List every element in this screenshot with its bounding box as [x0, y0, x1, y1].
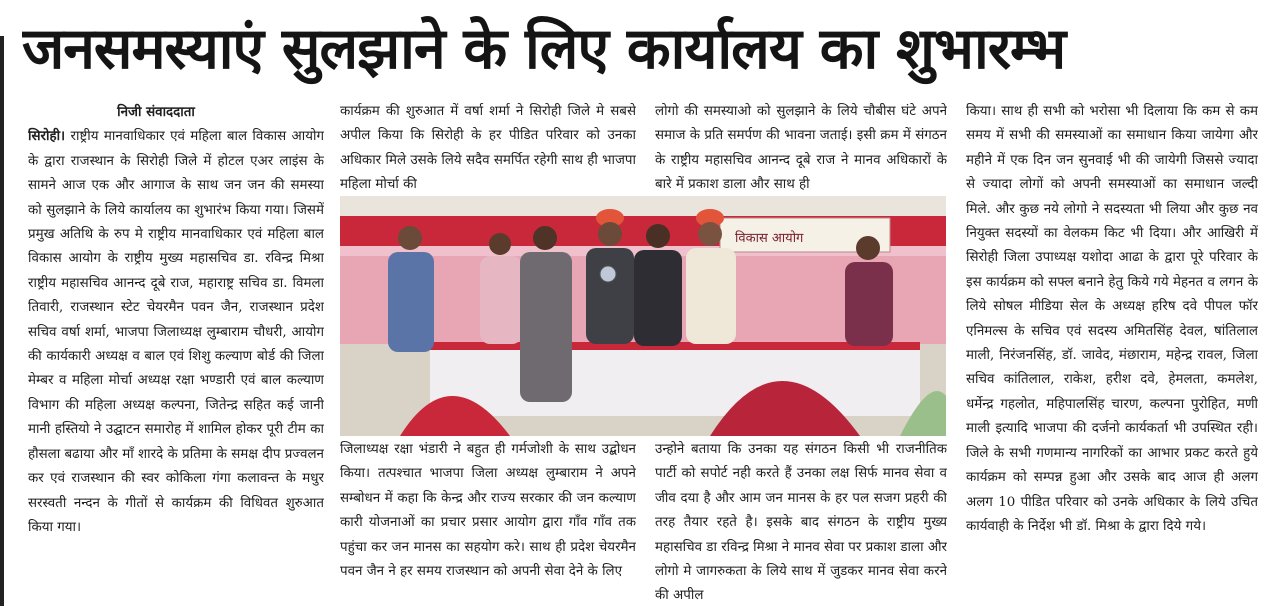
byline: निजी संवाददाता: [117, 104, 195, 120]
dateline: सिरोही।: [28, 128, 66, 145]
column-3-top-text: लोगो की समस्याओ को सुलझाने के लिये चौबीस घंटे अपने समाज के प्रति समर्पण की भावना जताई। इसी क्रम में संगठन के राष्ट्रीय महासचिव आनन्द दूबे राज ने मानव अधिकारों के बारे में प्रकाश डाला और साथ ही: [655, 104, 947, 193]
photo-banner-text: विकास आयोग: [735, 231, 804, 246]
article-column-3-top: [655, 100, 947, 196]
headline: जनसमस्याएं सुलझाने के लिए कार्यालय का शुभारम्भ: [22, 16, 1066, 82]
clipping-edge-rule: [0, 36, 4, 606]
column-2-bottom-text: जिलाध्यक्ष रक्षा भंडारी ने बहुत ही गर्मजोशी के साथ उद्बोधन किया। तत्पश्चात भाजपा जिला अध्यक्ष लुम्बाराम ने अपने सम्बोधन में कहा कि केन्द्र और राज्य सरकार की जन कल्याण कारी योजनाओं का प्रचार प्रसार आयोग द्वारा गाँव गाँव तक पहुंचा कर जन मानस का सहयोग करे। साथ ही प्रदेश चेयरमैन पवन जैन ने हर समय राजस्थान को अपनी सेवा देने के लिए: [340, 442, 636, 580]
award-trophy: [600, 266, 616, 282]
article-column-2-bottom: [340, 438, 636, 609]
person-3: [520, 226, 572, 402]
event-photo: [340, 196, 946, 436]
article-column-1: [28, 100, 324, 609]
article-column-4: [966, 100, 1258, 609]
article-column-3-bottom: [655, 438, 947, 609]
table-cloth: [430, 346, 920, 416]
article-column-2-top: [340, 100, 636, 196]
column-4-text: किया। साथ ही सभी को भरोसा भी दिलाया कि कम से कम समय में सभी की समस्याओं का समाधान किया जायेगा और महीने में एक दिन जन सुनवाई भी की जायेगी जिससे ज्यादा से ज्यादा लोगों को अपनी समस्याओं का समाधान जल्दी मिले. और कुछ नये लोगो ने सदस्यता भी लिया और कुछ नव नियुक्त सदस्यों का वेलकम किट भी दिया। और आखिरी में सिरोही जिला उपाध्यक्ष यशोदा आढा के द्वारा पूरे परिवार के इस कार्यक्रम को सफ्ल बनाने हेतु किये गये मेहनत व लगन के लिये सोषल मीडिया सेल के अध्यक्ष हरिष दवे पीपल फॉर एनिमल्स के सचिव एवं सदस्य अमितसिंह देवल, षांतिलाल माली, निरंजनसिंह, डॉ. जावेद, मंछाराम, महेन्द्र रावल, जिला सचिव कांतिलाल, राकेश, हरीश दवे, हेमलता, कमलेश, धर्मेन्द्र गहलोत, महिपालसिंह चारण, कल्पना पुरोहित, मणी माली इत्यादि भाजपा की दर्जनो कार्यकर्ता भी उपस्थित रही। जिले के सभी गणमान्य नागरिकों का आभार प्रकट करते हुये कार्यक्रम को सम्पन्न हुआ और उसके बाद आज ही अलग अलग 10 पीडित परिवार को उनके अधिकार के लिये उचित कार्यवाही के निर्देश भी डॉ. मिश्रा के द्वारा दिये गये।: [966, 104, 1258, 534]
column-2-top-text: कार्यक्रम की शुरुआत में वर्षा शर्मा ने सिरोही जिले मे सबसे अपील किया कि सिरोही के हर पीडित परिवार को उनका अधिकार मिले उसके लिये सदैव समर्पित रहेगी साथ ही भाजपा महिला मोर्चा की: [340, 104, 636, 193]
column-3-bottom-text: उन्होने बताया कि उनका यह संगठन किसी भी राजनीतिक पार्टी को सपोर्ट नही करते हैं उनका लक्ष सिर्फ मानव सेवा व जीव दया है और आम जन मानस के हर पल सजग प्रहरी की तरह तैयार रहते है। इसके बाद संगठन के राष्ट्रीय मुख्य महासचिव डा रविन्द्र मिश्रा ने मानव सेवा पर प्रकाश डाला और लोगो मे जागरुकता के लिये साथ में जुडकर मानव सेवा करने की अपील: [655, 442, 947, 604]
event-photo-illustration: [340, 196, 946, 436]
column-1-text: राष्ट्रीय मानवाधिकार एवं महिला बाल विकास आयोग के द्वारा राजस्थान के सिरोही जिले में होटल एअर लाइंस के सामने आज एक और आगाज के साथ जन जन की समस्या को सुलझाने के लिये कार्यालय का शुभारंभ किया गया। जिसमें प्रमुख अतिथि के रुप मे राष्ट्रीय मानवाधिकार एवं महिला बाल विकास आयोग के राष्ट्रीय मुख्य महासचिव डा. रविन्द्र मिश्रा राष्ट्रीय महासचिव आनन्द दूबे राज, महाराष्ट्र सचिव डा. विमला तिवारी, राजस्थान स्टेट चेयरमैन पवन जैन, राजस्थान प्रदेश सचिव वर्षा शर्मा, भाजपा जिलाध्यक्ष लुम्बाराम चौधरी, आयोग की कार्यकारी अध्यक्ष व बाल एवं शिशु कल्याण बोर्ड की जिला मेम्बर व महिला मोर्चा अध्यक्ष रक्षा भण्डारी एवं बाल कल्याण विभाग की महिला अध्यक्ष कल्पना, जितेन्द्र सहित कई जानी मानी हस्तियो ने उद्घाटन समारोह में शामिल होकर पूरी टीम का हौसला बढाया और माँ शारदे के प्रतिमा के समक्ष दीप प्रज्वलन कर एवं राजस्थान की स्वर कोकिला गंगा कलावन्त के मधुर सरस्वती नन्दन के गीतों से कार्यक्रम की विधिवत शुरुआत किया गया।: [28, 129, 324, 535]
